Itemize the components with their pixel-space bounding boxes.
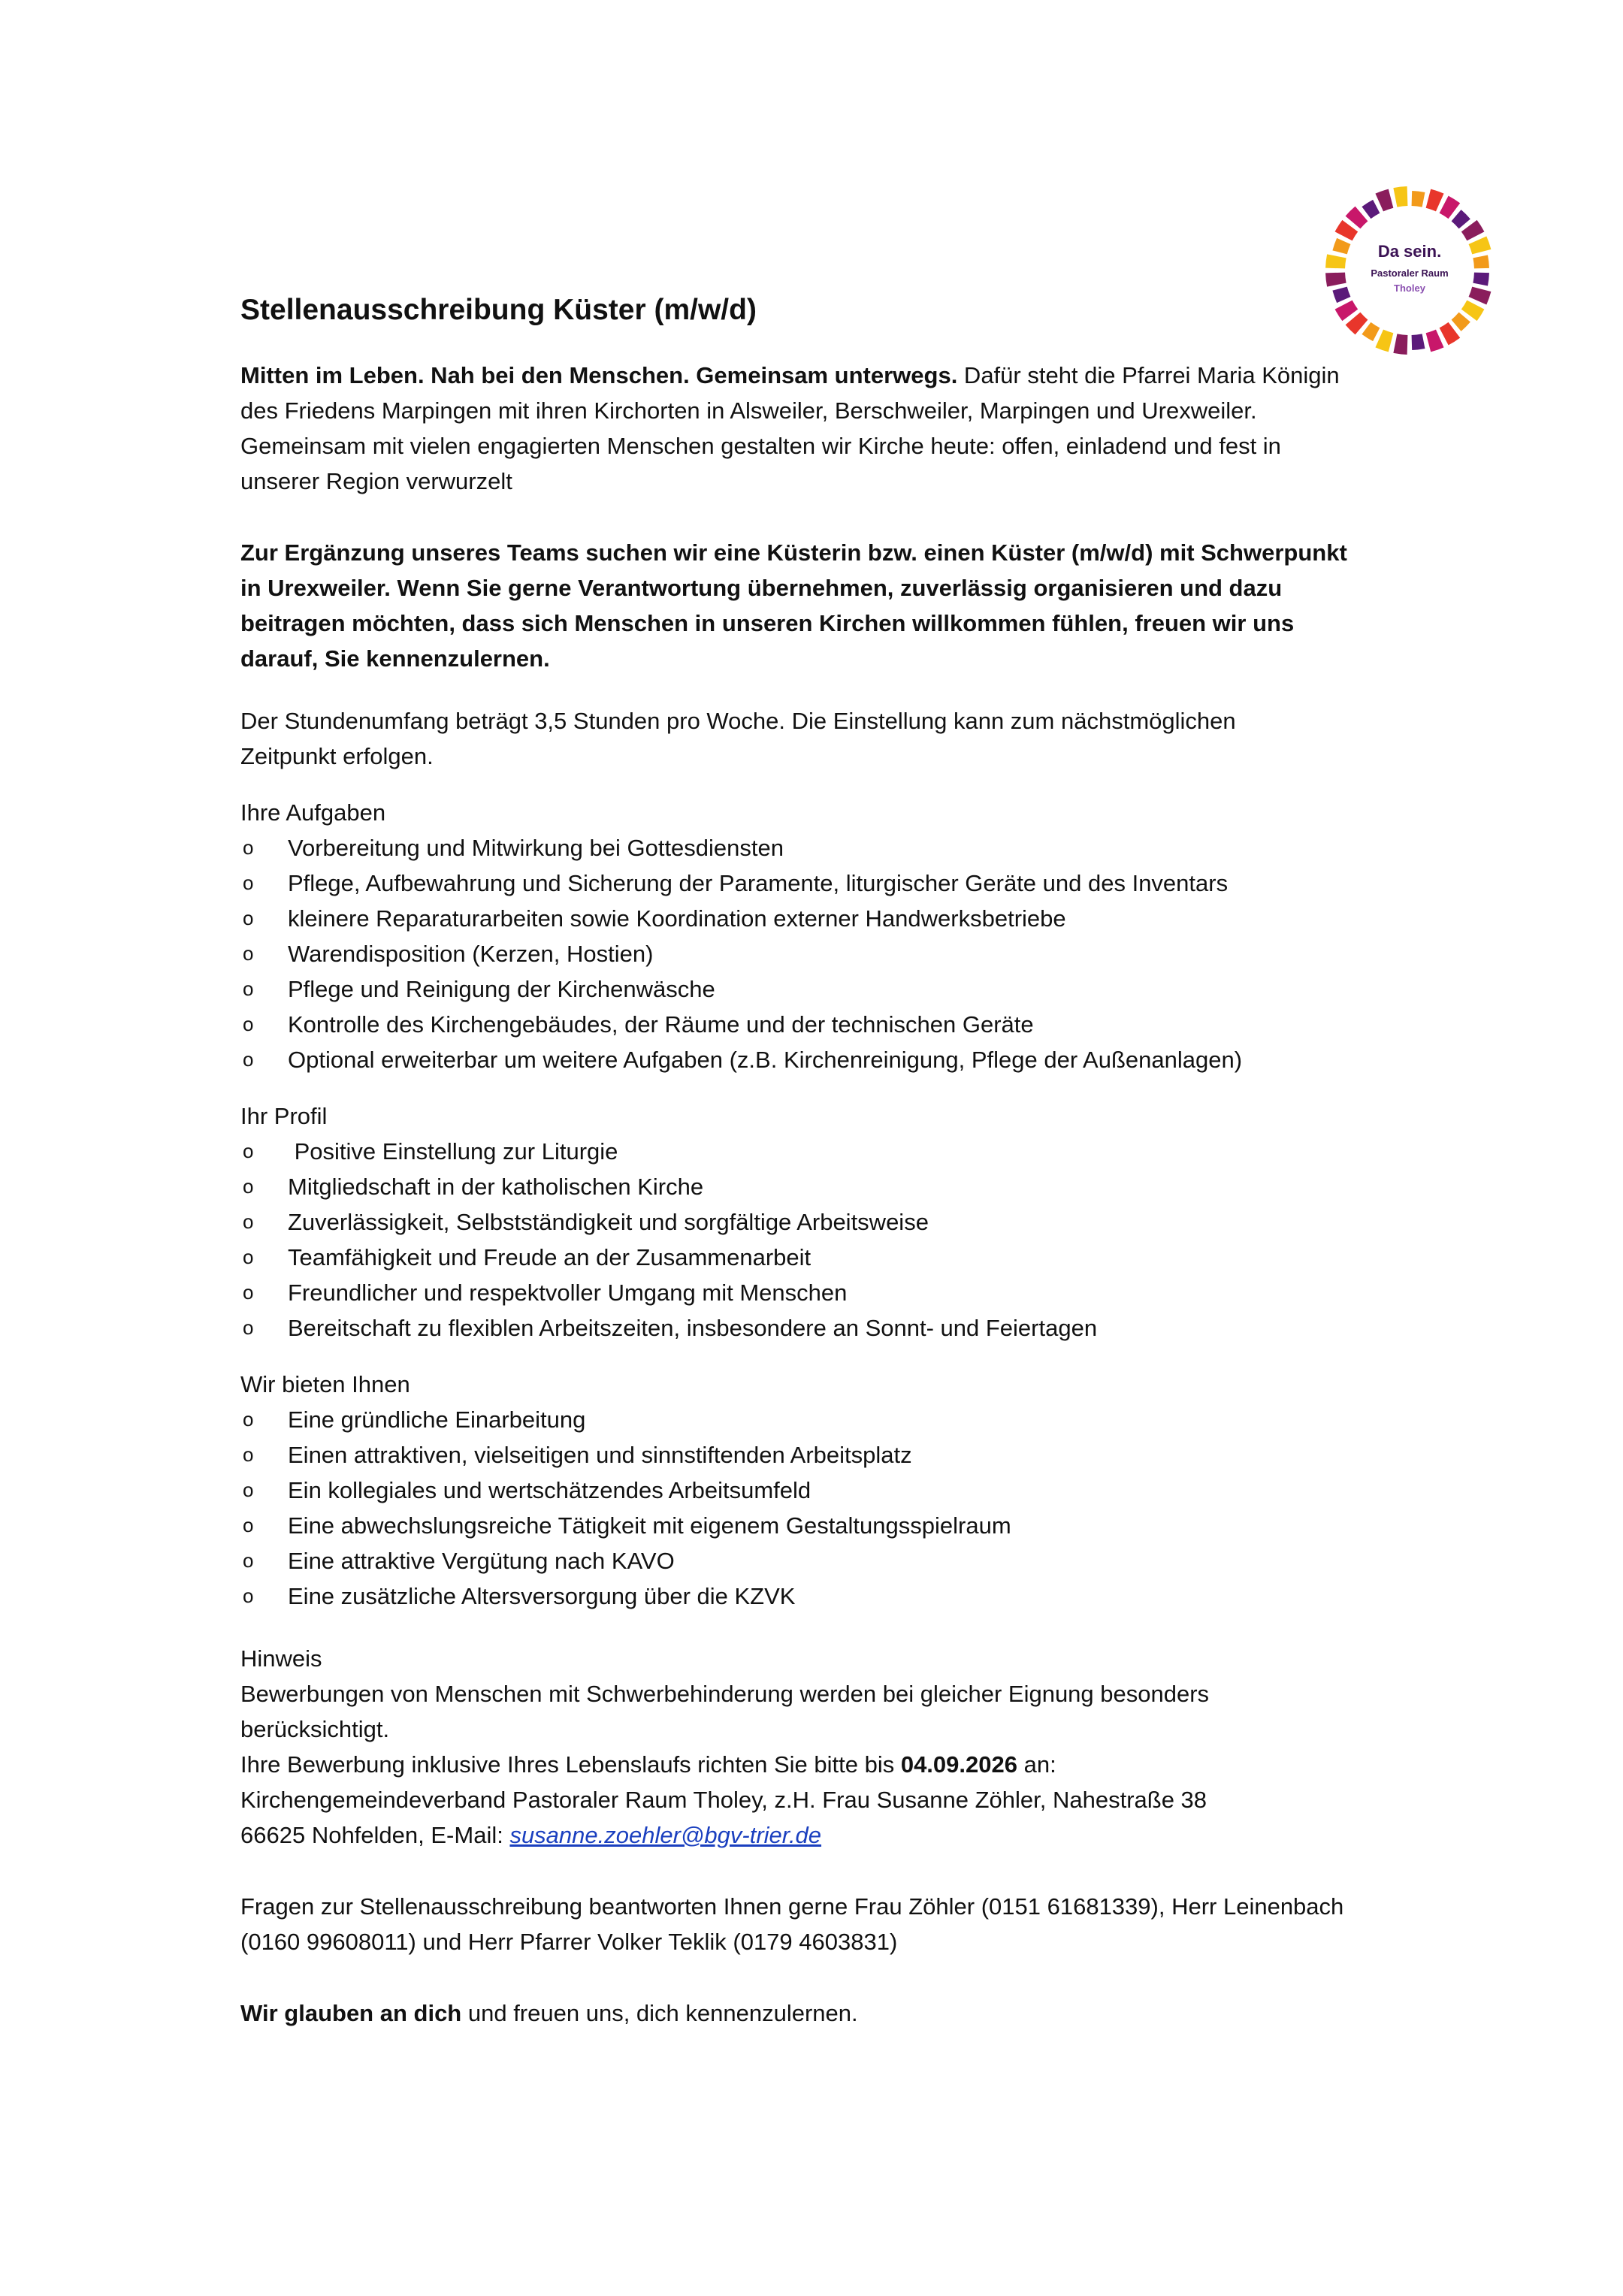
bullet-icon: o xyxy=(243,1013,254,1035)
logo-ring-segment xyxy=(1325,254,1346,268)
team-paragraph xyxy=(240,535,1413,676)
list-item xyxy=(240,1275,1413,1310)
fragen-line2: (0160 99608011) und Herr Pfarrer Volker Teklik (0179 4603831) xyxy=(240,1929,898,1955)
logo-ring-segment xyxy=(1412,191,1425,207)
hours-line2: Zeitpunkt erfolgen. xyxy=(240,743,434,769)
list-item-text: Optional erweiterbar um weitere Aufgaben (z.B. Kirchenreinigung, Pflege der Außenanlagen) xyxy=(288,1047,1243,1073)
team-line4: darauf, Sie kennenzulernen. xyxy=(240,645,550,672)
hinweis-line2: berücksichtigt. xyxy=(240,1716,390,1742)
list-item-text: Warendisposition (Kerzen, Hostien) xyxy=(288,941,654,967)
list-item-text: Mitgliedschaft in der katholischen Kirche xyxy=(288,1174,704,1200)
list-item xyxy=(240,1310,1413,1346)
list-item-text: Eine zusätzliche Altersversorgung über die KZVK xyxy=(288,1583,796,1609)
page-title: Stellenausschreibung Küster (m/w/d) xyxy=(240,294,757,326)
aufgaben-heading: Ihre Aufgaben xyxy=(240,799,386,826)
list-item-text: Pflege und Reinigung der Kirchenwäsche xyxy=(288,976,715,1002)
list-item xyxy=(240,1204,1413,1240)
hinweis-line5-pre: 66625 Nohfelden, E-Mail: xyxy=(240,1822,510,1848)
profil-list xyxy=(240,1134,1413,1346)
hinweis-line3-post: an: xyxy=(1017,1751,1056,1778)
bullet-icon: o xyxy=(243,836,254,859)
logo-ring-segment xyxy=(1473,273,1489,286)
team-line1: Zur Ergänzung unseres Teams suchen wir eine Küsterin bzw. einen Küster (m/w/d) mit Schwerpunkt xyxy=(240,539,1347,566)
intro-line2: des Friedens Marpingen mit ihren Kirchorten in Alsweiler, Berschweiler, Marpingen und Urexweiler. xyxy=(240,397,1257,424)
intro-line4: unserer Region verwurzelt xyxy=(240,468,512,494)
list-item-text: Teamfähigkeit und Freude an der Zusammenarbeit xyxy=(288,1244,812,1270)
bullet-icon: o xyxy=(243,1585,254,1607)
closing-bold: Wir glauben an dich xyxy=(240,2000,462,2026)
list-item xyxy=(240,1578,1413,1614)
list-item-text: Bereitschaft zu flexiblen Arbeitszeiten, insbesondere an Sonnt- und Feiertagen xyxy=(288,1315,1098,1341)
list-item-text: Einen attraktiven, vielseitigen und sinnstiftenden Arbeitsplatz xyxy=(288,1442,912,1468)
hinweis-line1: Bewerbungen von Menschen mit Schwerbehinderung werden bei gleicher Eignung besonders xyxy=(240,1681,1210,1707)
logo-line1: Da sein. xyxy=(1377,242,1442,261)
list-item xyxy=(240,1508,1413,1543)
list-item xyxy=(240,1042,1413,1077)
bullet-icon: o xyxy=(243,872,254,894)
email-link[interactable]: susanne.zoehler@bgv-trier.de xyxy=(509,1822,822,1848)
hours-paragraph xyxy=(240,703,1413,774)
list-item xyxy=(240,936,1413,971)
bullet-icon: o xyxy=(243,977,254,1000)
list-item xyxy=(240,1240,1413,1275)
team-line2: in Urexweiler. Wenn Sie gerne Verantwortung übernehmen, zuverlässig organisieren und dazu xyxy=(240,575,1283,601)
logo-ring-segment xyxy=(1325,273,1346,287)
list-item-text: Zuverlässigkeit, Selbstständigkeit und sorgfältige Arbeitsweise xyxy=(288,1209,929,1235)
list-item xyxy=(240,1473,1413,1508)
hinweis-address: Kirchengemeindeverband Pastoraler Raum Tholey, z.H. Frau Susanne Zöhler, Nahestraße 38 xyxy=(240,1787,1207,1813)
list-item-text: kleinere Reparaturarbeiten sowie Koordination externer Handwerksbetriebe xyxy=(288,905,1066,932)
intro-line1: Dafür steht die Pfarrei Maria Königin xyxy=(957,362,1340,388)
fragen-paragraph xyxy=(240,1889,1413,1959)
bullet-icon: o xyxy=(243,1210,254,1233)
list-item-text: Eine abwechslungsreiche Tätigkeit mit eigenem Gestaltungsspielraum xyxy=(288,1512,1011,1539)
bullet-icon: o xyxy=(243,1175,254,1198)
hinweis-paragraph xyxy=(240,1676,1413,1853)
list-item-text: Kontrolle des Kirchengebäudes, der Räume und der technischen Geräte xyxy=(288,1011,1034,1038)
bullet-icon: o xyxy=(243,1246,254,1268)
logo-ring-segment xyxy=(1393,186,1407,207)
intro-paragraph xyxy=(240,358,1413,499)
list-item xyxy=(240,830,1413,866)
list-item-text: Positive Einstellung zur Liturgie xyxy=(288,1138,618,1165)
list-item xyxy=(240,901,1413,936)
list-item xyxy=(240,971,1413,1007)
bullet-icon: o xyxy=(243,1549,254,1572)
hours-line1: Der Stundenumfang beträgt 3,5 Stunden pro Woche. Die Einstellung kann zum nächstmöglichen xyxy=(240,708,1236,734)
logo-ring-segment xyxy=(1412,334,1425,350)
intro-bold-lead: Mitten im Leben. Nah bei den Menschen. Gemeinsam unterwegs. xyxy=(240,362,958,388)
list-item-text: Ein kollegiales und wertschätzendes Arbeitsumfeld xyxy=(288,1477,812,1503)
bullet-icon: o xyxy=(243,1479,254,1501)
team-line3: beitragen möchten, dass sich Menschen in unseren Kirchen willkommen fühlen, freuen wir uns xyxy=(240,610,1295,636)
bieten-list xyxy=(240,1402,1413,1614)
bullet-icon: o xyxy=(243,1514,254,1536)
bullet-icon: o xyxy=(243,907,254,929)
list-item xyxy=(240,1134,1413,1169)
bullet-icon: o xyxy=(243,942,254,965)
logo-ring-segment xyxy=(1426,189,1444,212)
document-body xyxy=(240,292,1413,2031)
list-item-text: Freundlicher und respektvoller Umgang mit Menschen xyxy=(288,1279,848,1306)
logo-ring-segment xyxy=(1473,255,1489,269)
logo-ring-segment xyxy=(1452,210,1470,228)
bullet-icon: o xyxy=(243,1048,254,1071)
hinweis-line3-pre: Ihre Bewerbung inklusive Ihres Lebenslaufs richten Sie bitte bis xyxy=(240,1751,901,1778)
list-item-text: Eine attraktive Vergütung nach KAVO xyxy=(288,1548,675,1574)
list-item xyxy=(240,1169,1413,1204)
logo-ring-segment xyxy=(1362,200,1380,219)
bullet-icon: o xyxy=(243,1408,254,1430)
list-item xyxy=(240,1543,1413,1578)
list-item-text: Pflege, Aufbewahrung und Sicherung der Paramente, liturgischer Geräte und des Inventars xyxy=(288,870,1229,896)
bullet-icon: o xyxy=(243,1443,254,1466)
fragen-line1: Fragen zur Stellenausschreibung beantworten Ihnen gerne Frau Zöhler (0151 61681339), Herr Leinenbach xyxy=(240,1893,1344,1920)
logo-line2: Pastoraler Raum xyxy=(1371,267,1449,279)
bieten-heading: Wir bieten Ihnen xyxy=(240,1371,410,1397)
bullet-icon: o xyxy=(243,1140,254,1162)
list-item-text: Eine gründliche Einarbeitung xyxy=(288,1406,586,1433)
logo-ring-segment xyxy=(1332,238,1350,254)
list-item-text: Vorbereitung und Mitwirkung bei Gottesdiensten xyxy=(288,835,784,861)
logo-ring-segment xyxy=(1426,330,1444,352)
hinweis-heading: Hinweis xyxy=(240,1645,322,1672)
profil-heading: Ihr Profil xyxy=(240,1103,328,1129)
intro-line3: Gemeinsam mit vielen engagierten Menschen gestalten wir Kirche heute: offen, einladend und fest in xyxy=(240,433,1281,459)
closing-paragraph xyxy=(240,1995,1413,2031)
list-item xyxy=(240,1402,1413,1437)
aufgaben-list xyxy=(240,830,1413,1077)
bullet-icon: o xyxy=(243,1316,254,1339)
logo-ring-segment xyxy=(1452,313,1470,331)
bullet-icon: o xyxy=(243,1281,254,1304)
list-item xyxy=(240,1437,1413,1473)
deadline-date: 04.09.2026 xyxy=(900,1751,1017,1778)
logo-ring-segment xyxy=(1469,236,1492,254)
list-item xyxy=(240,866,1413,901)
logo-ring-segment xyxy=(1375,189,1393,212)
list-item xyxy=(240,1007,1413,1042)
logo-ring-segment xyxy=(1469,287,1492,305)
logo-line3: Tholey xyxy=(1394,282,1425,294)
closing-rest: und freuen uns, dich kennenzulernen. xyxy=(461,2000,858,2026)
